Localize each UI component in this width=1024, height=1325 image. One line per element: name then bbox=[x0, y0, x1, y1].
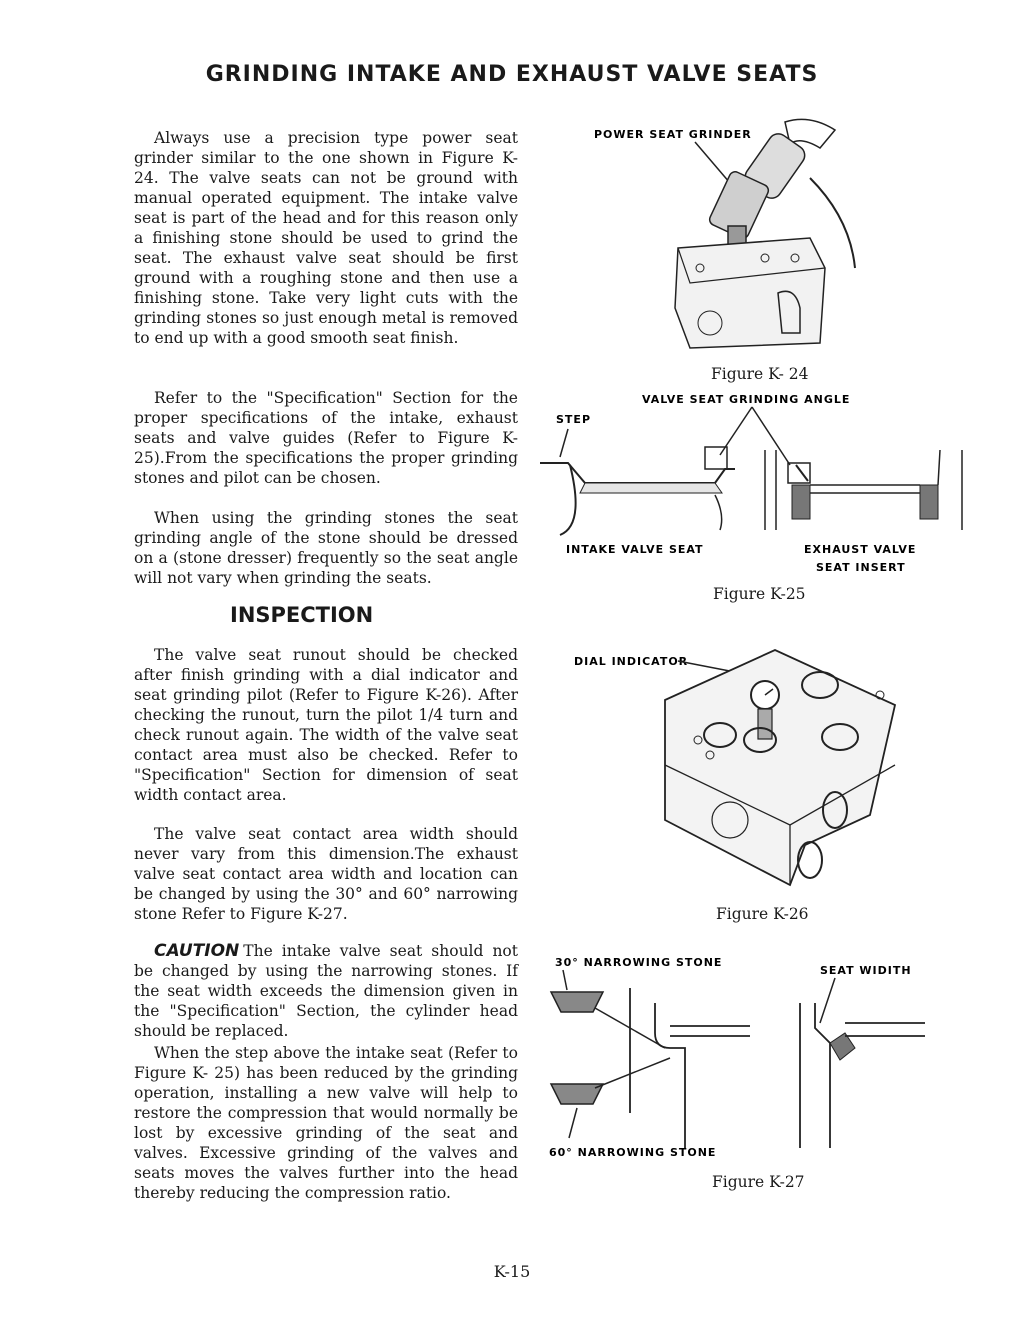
paragraph-stone-dressing bbox=[134, 508, 518, 588]
label-seat-insert: SEAT INSERT bbox=[816, 561, 906, 574]
label-intake-valve-seat: INTAKE VALVE SEAT bbox=[566, 543, 704, 556]
paragraph-spec-ref bbox=[134, 388, 518, 488]
paragraph-3: When using the grinding stones the seat grinding angle of the stone should be dressed on a (stone dresser) frequently so the seat angle will not vary when grinding the seats. bbox=[134, 509, 518, 587]
label-step: STEP bbox=[556, 413, 592, 426]
caption-figure-k26: Figure K-26 bbox=[716, 905, 809, 923]
label-valve-seat-grinding-angle: VALVE SEAT GRINDING ANGLE bbox=[642, 393, 851, 406]
caption-figure-k24: Figure K- 24 bbox=[711, 365, 809, 383]
page-number: K-15 bbox=[493, 1262, 531, 1281]
label-30-narrowing-stone: 30° NARROWING STONE bbox=[555, 956, 723, 969]
figure-k26-illustration bbox=[570, 645, 900, 905]
paragraph-7: When the step above the intake seat (Refer to Figure K- 25) has been reduced by the grinding operation, installing a new valve will help to restore the compression that would normally be lost by excessive grinding of the seat and valves. Excessive grinding of the valves and seats moves the valves further into the head thereby reducing the compression ratio. bbox=[134, 1044, 518, 1202]
paragraph-5: The valve seat contact area width should never vary from this dimension.The exhaust valve seat contact area width and location can be changed by using the 30° and 60° narrowing stone Refer to Figure K-27. bbox=[134, 825, 518, 923]
figure-k24-illustration bbox=[550, 108, 880, 358]
paragraph-caution bbox=[134, 941, 518, 1041]
paragraph-2: Refer to the "Specification" Section for the proper specifications of the intake, exhaust seats and valve guides (Refer to Figure K-25).From the specifications the proper grinding stones and pilot can be chosen. bbox=[134, 389, 518, 487]
paragraph-6: The intake valve seat should not be changed by using the narrowing stones. If the seat width exceeds the dimension given in the "Specification" Section, the cylinder head should be replaced. bbox=[134, 942, 518, 1040]
label-seat-width: SEAT WIDITH bbox=[820, 964, 912, 977]
label-60-narrowing-stone: 60° NARROWING STONE bbox=[549, 1146, 717, 1159]
paragraph-contact-width bbox=[134, 824, 518, 924]
paragraph-1: Always use a precision type power seat grinder similar to the one shown in Figure K- 24. The valve seats can not be ground with manual operated equipment. The intake valve seat is part of the head and for this reason only a finishing stone should be used to grind the seat. The exhaust valve seat should be first ground with a roughing stone and then use a finishing stone. Take very light cuts with the grinding stones so just enough metal is removed to end up with a good smooth seat finish. bbox=[134, 129, 518, 347]
label-power-seat-grinder: POWER SEAT GRINDER bbox=[594, 128, 752, 141]
label-dial-indicator: DIAL INDICATOR bbox=[574, 655, 689, 668]
label-exhaust-valve: EXHAUST VALVE bbox=[804, 543, 917, 556]
figure-k27-illustration bbox=[545, 948, 925, 1168]
paragraph-intro bbox=[134, 128, 518, 348]
caption-figure-k27: Figure K-27 bbox=[712, 1173, 805, 1191]
paragraph-4: The valve seat runout should be checked after finish grinding with a dial indicator and seat grinding pilot (Refer to Figure K-26). After checking the runout, turn the pilot 1/4 turn and check runout again. The width of the valve seat contact area must also be checked. Refer to "Specification" Section for dimension of seat width contact area. bbox=[134, 646, 518, 804]
figure-k25-illustration bbox=[540, 385, 980, 585]
page-title: GRINDING INTAKE AND EXHAUST VALVE SEATS bbox=[205, 62, 819, 87]
caution-label: CAUTION bbox=[154, 941, 240, 961]
paragraph-runout bbox=[134, 645, 518, 805]
caption-figure-k25: Figure K-25 bbox=[713, 585, 806, 603]
paragraph-step bbox=[134, 1043, 518, 1203]
inspection-heading: INSPECTION bbox=[230, 603, 374, 627]
